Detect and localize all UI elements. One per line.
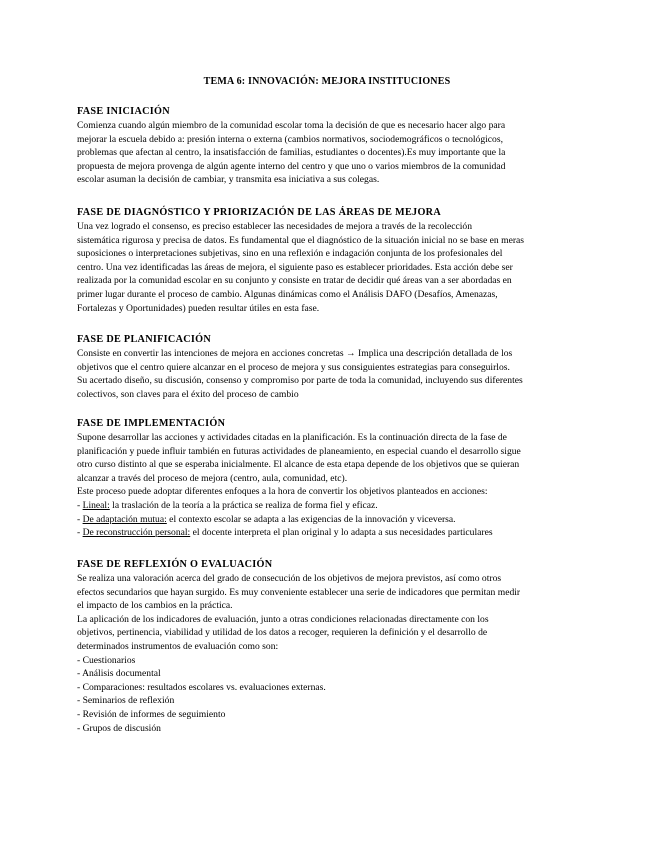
text-line: Supone desarrollar las acciones y actividades citadas en la planificación. Es la continuación directa de la fase de — [77, 432, 507, 443]
text-line: objetivos, pertinencia, viabilidad y utilidad de los datos a recoger, requieren la definición y el desarrollo de — [77, 627, 488, 639]
text-line: objetivos que el centro quiere alcanzar en el proceso de mejora y sus consiguientes estrategias para conseguirlos. — [77, 361, 510, 373]
document-title: TEMA 6: INNOVACIÓN: MEJORA INSTITUCIONES — [203, 76, 451, 87]
list-item: - Análisis documental — [77, 668, 161, 680]
text-line: Consiste en convertir las intenciones de mejora en acciones concretas → Implica una descripción detallada de los — [77, 348, 513, 359]
text-line: efectos secundarios que hayan surgido. Es muy conveniente establecer una serie de indicadores que permitan medir — [77, 586, 521, 598]
text-line: alcanzar a través del proceso de mejora (centro, aula, comunidad, etc). — [77, 472, 348, 484]
text-line: determinados instrumentos de evaluación como son: — [77, 640, 279, 652]
list-item: - Revisión de informes de seguimiento — [77, 708, 226, 720]
text-line: Comienza cuando algún miembro de la comunidad escolar toma la decisión de que es necesario hacer algo para — [77, 120, 506, 131]
text-line: problemas que afectan al centro, la insatisfacción de familias, estudiantes o docentes).Es muy importante que la — [77, 147, 506, 159]
text-line: realizada por la comunidad escolar en su conjunto y consiste en tratar de decidir qué áreas van a ser abordadas en — [77, 275, 512, 287]
section-planificacion — [77, 333, 577, 401]
list-text: la traslación de la teoría a la práctica se realiza de forma fiel y eficaz. — [109, 499, 378, 511]
list-term: De reconstrucción personal: — [82, 527, 191, 539]
section-body — [77, 220, 577, 315]
text-line: colectivos, son claves para el éxito del proceso de cambio — [77, 388, 299, 400]
list-text: el contexto escolar se adapta a las exigencias de la innovación y viceversa. — [166, 513, 456, 525]
section-body — [77, 347, 577, 401]
text-line: primer lugar durante el proceso de cambio. Algunas dinámicas como el Análisis DAFO (Desafíos, Amenazas, — [77, 288, 498, 300]
list-text: el docente interpreta el plan original y lo adapta a sus necesidades particulares — [190, 527, 493, 539]
section-implementacion — [77, 417, 577, 540]
section-body — [77, 572, 577, 735]
section-body — [77, 431, 577, 540]
text-line: Este proceso puede adoptar diferentes enfoques a la hora de convertir los objetivos planteados en acciones: — [77, 486, 488, 498]
text-line: centro. Una vez identificadas las áreas de mejora, el siguiente paso es establecer prioridades. Esta acción debe ser — [77, 261, 513, 273]
text-line: Fortalezas y Oportunidades) pueden resultar útiles en esta fase. — [77, 302, 320, 314]
list-item — [77, 526, 577, 540]
text-line: mejorar la escuela debido a: presión interna o externa (cambios normativos, sociodemográficos o tecnológicos, — [77, 133, 503, 145]
list-item: - Comparaciones: resultados escolares vs. evaluaciones externas. — [77, 681, 326, 693]
text-line: Se realiza una valoración acerca del grado de consecución de los objetivos de mejora previstos, así como otros — [77, 573, 502, 584]
section-iniciacion — [77, 105, 577, 187]
list-item: - Cuestionarios — [77, 654, 136, 666]
text-line: otro curso distinto al que se esperaba inicialmente. El alcance de esta etapa depende de los objetivos que se quieran — [77, 459, 520, 471]
section-evaluacion — [77, 558, 577, 735]
section-heading: FASE DE IMPLEMENTACIÓN — [77, 418, 226, 429]
list-bullet: - — [77, 527, 83, 539]
text-line: escolar asuman la decisión de cambiar, y transmita esa iniciativa a sus colegas. — [77, 174, 380, 186]
list-item — [77, 513, 577, 527]
list-bullet: - — [77, 499, 83, 511]
section-heading: FASE INICIACIÓN — [77, 106, 170, 117]
section-heading: FASE DE REFLEXIÓN O EVALUACIÓN — [77, 559, 273, 570]
text-line: La aplicación de los indicadores de evaluación, junto a otras condiciones relacionadas directamente con los — [77, 613, 489, 625]
text-line: el impacto de los cambios en la práctica. — [77, 600, 233, 612]
section-body — [77, 119, 577, 187]
section-diagnostico — [77, 206, 577, 315]
section-heading: FASE DE PLANIFICACIÓN — [77, 334, 212, 345]
list-item: - Grupos de discusión — [77, 722, 161, 734]
text-line: Una vez logrado el consenso, es preciso establecer las necesidades de mejora a través de la recolección — [77, 221, 473, 232]
list-term: Lineal: — [82, 499, 110, 511]
text-line: planificación y puede influir también en futuras actividades de planeamiento, en especial cuando el desarrollo sigue — [77, 445, 521, 457]
section-heading: FASE DE DIAGNÓSTICO Y PRIORIZACIÓN DE LAS ÁREAS DE MEJORA — [77, 207, 441, 218]
list-term: De adaptación mutua: — [82, 513, 167, 525]
text-line: suposiciones o interpretaciones subjetivas, sino en una reflexión e indagación conjunta de los profesionales del — [77, 248, 503, 260]
list-item: - Seminarios de reflexión — [77, 695, 175, 707]
list-bullet: - — [77, 513, 83, 525]
text-line: propuesta de mejora provenga de algún agente interno del centro y que uno o varios miembros de la comunidad — [77, 160, 506, 172]
list-item — [77, 499, 577, 513]
text-line: Su acertado diseño, su discusión, consenso y compromiso por parte de toda la comunidad, incluyendo sus diferentes — [77, 375, 523, 387]
text-line: sistemática rigurosa y precisa de datos. Es fundamental que el diagnóstico de la situación inicial no se base en meras — [77, 234, 525, 246]
